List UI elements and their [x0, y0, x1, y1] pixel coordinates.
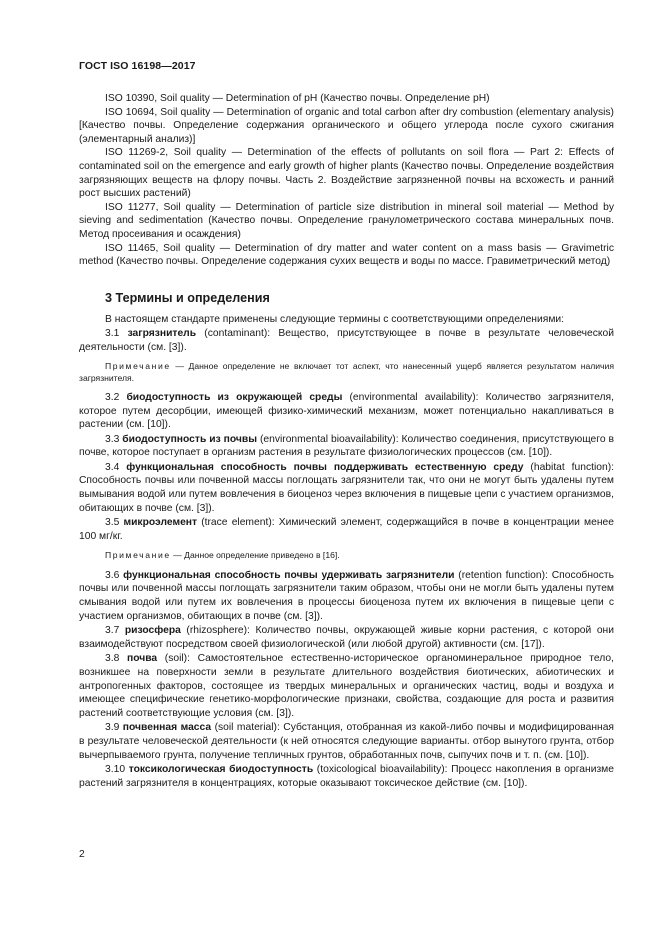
definition-number: 3.7	[105, 625, 120, 637]
definition-text: (soil): Самостоятельное естественно-историческое органоминеральное природное тело, возникшее на поверхности земли в результате длительного воздействия биотических, абиотических и антропогенных факторов, состоящее из твердых минеральных и органических частиц, воды и воздуха и имеющее специфические генетико-морфологические признаки, свойства, создающие для роста и развития растений соответствующие условия (см. [3]).	[79, 653, 614, 719]
note-label: Примечание	[105, 361, 171, 372]
definition-number: 3.5	[105, 517, 120, 529]
reference-item: ISO 11465, Soil quality — Determination of dry matter and water content on a mass basis — Gravimetric method (Качество почвы. Определение содержания сухих веществ и воды по массе. Гравиметрический метод)	[79, 242, 614, 268]
note-1	[79, 361, 614, 384]
definition-3-2	[79, 391, 614, 432]
definition-number: 3.8	[105, 653, 120, 665]
definition-term: функциональная способность почвы удерживать загрязнители	[123, 569, 455, 581]
note-label: Примечание	[105, 550, 171, 561]
definition-text: (environmental bioavailability): Количество соединения, присутствующего в почве, которое поступает в организм растения в результате физиологических процессов (см. [10]).	[79, 433, 614, 459]
normative-references	[79, 92, 614, 269]
definition-term: биодоступность из почвы	[122, 433, 257, 445]
definition-term: ризосфера	[124, 625, 181, 637]
document-header: ГОСТ ISO 16198—2017	[79, 60, 196, 72]
page-content	[79, 92, 614, 790]
definition-number: 3.2	[105, 391, 120, 403]
definition-number: 3.9	[105, 722, 120, 734]
definition-3-4	[79, 461, 614, 515]
definition-3-9	[79, 721, 614, 762]
section-title: 3 Термины и определения	[105, 290, 270, 305]
section-intro: В настоящем стандарте применены следующие термины с соответствующими определениями:	[105, 314, 565, 326]
definition-3-8	[79, 652, 614, 720]
definition-text: (trace element): Химический элемент, содержащийся в почве в концентрации менее 100 мг/кг.	[79, 517, 614, 542]
note-text: — Данное определение не включает тот аспект, что нанесенный ущерб является результатом наличия загрязнителя.	[79, 361, 614, 383]
definition-text: (habitat function): Способность почвы или почвенной массы поглощать загрязнители так, что они не могут быть удалены путем вымывания водой или путем вовлечения в биоценоз через включения в пищевые цепи с участием организмов, обитающих в почве (см. [3]).	[79, 461, 614, 514]
definition-3-10	[79, 763, 614, 790]
definition-term: микроэлемент	[123, 517, 198, 529]
definition-text: (rhizosphere): Количество почвы, окружающей живые корни растения, с которой они взаимодействуют посредством своей физиологической (или любой другой) активности (см. [17]).	[79, 625, 614, 650]
definition-text: (environmental availability): Количество загрязнителя, которое путем десорбции, имеющей физико-химический механизм, может потенциально накапливаться в растении (см. [10]).	[79, 391, 614, 431]
definition-number: 3.10	[105, 764, 126, 776]
definition-text: (soil material): Субстанция, отобранная из какой-либо почвы и модифицированная в результате человеческой деятельности (к ней относятся следующие варианты. отбор вынутого грунта, отбор вычерпываемого грунта, получение тепличных грунтов, обработанных почв, сыпучих почв и т. п. (см. [10]).	[79, 722, 614, 761]
definition-term: загрязнитель	[127, 327, 197, 339]
definition-3-1	[79, 327, 614, 354]
definition-text: (contaminant): Вещество, присутствующее в почве в результате человеческой деятельности (см. [3]).	[79, 327, 614, 353]
reference-item: ISO 10390, Soil quality — Determination of pH (Качество почвы. Определение pH)	[105, 93, 490, 104]
definition-number: 3.4	[105, 461, 120, 473]
definition-3-6	[79, 569, 614, 623]
definition-number: 3.1	[105, 327, 120, 339]
reference-item: ISO 11269-2, Soil quality — Determination of the effects of pollutants on soil flora — Part 2: Effects of contaminated soil on the emergence and early growth of higher plants (Качество почвы. Определение воздействия загрязняющих веществ на флору почвы. Часть 2. Воздействие загрязненной почвы на всхожесть и ранний рост высших растений)	[79, 147, 614, 200]
definition-term: почвенная масса	[122, 722, 212, 734]
definition-term: токсикологическая биодоступность	[128, 764, 314, 776]
reference-item: ISO 11277, Soil quality — Determination of particle size distribution in mineral soil material — Method by sieving and sedimentation (Качество почвы. Определение гранулометрического состава минеральных почв. Метод просеивания и осаждения)	[79, 201, 614, 240]
definition-term: функциональная способность почвы поддерживать естественную среду	[126, 461, 524, 473]
note-text: — Данное определение приведено в [16].	[170, 550, 340, 561]
definition-3-3	[79, 433, 614, 460]
note-2	[79, 550, 614, 561]
reference-item: ISO 10694, Soil quality — Determination of organic and total carbon after dry combustion (elementary analysis) [Качество почвы. Определение содержания органического и общего углерода после сухого сжигания (элементарный анализ)]	[79, 106, 614, 145]
definition-number: 3.6	[105, 569, 120, 581]
definition-term: биодоступность из окружающей среды	[126, 391, 343, 403]
definition-text: (toxicological bioavailability): Процесс накопления в организме растений загрязнителя в концентрациях, которые оказывают токсическое действие (см. [10]).	[79, 764, 614, 789]
definition-number: 3.3	[105, 433, 120, 445]
definition-3-5	[79, 516, 614, 543]
definition-3-7	[79, 624, 614, 651]
definition-text: (retention function): Способность почвы или почвенной массы поглощать загрязнители таким образом, чтобы они не могли быть удалены путем смывания водой или путем их вовлечения в процессы биоценоза путем их включения в пищевые цепи с участием организмов, обитающих в почве (см. [3]).	[79, 569, 614, 622]
definition-term: почва	[126, 653, 158, 665]
page-number: 2	[79, 849, 85, 860]
